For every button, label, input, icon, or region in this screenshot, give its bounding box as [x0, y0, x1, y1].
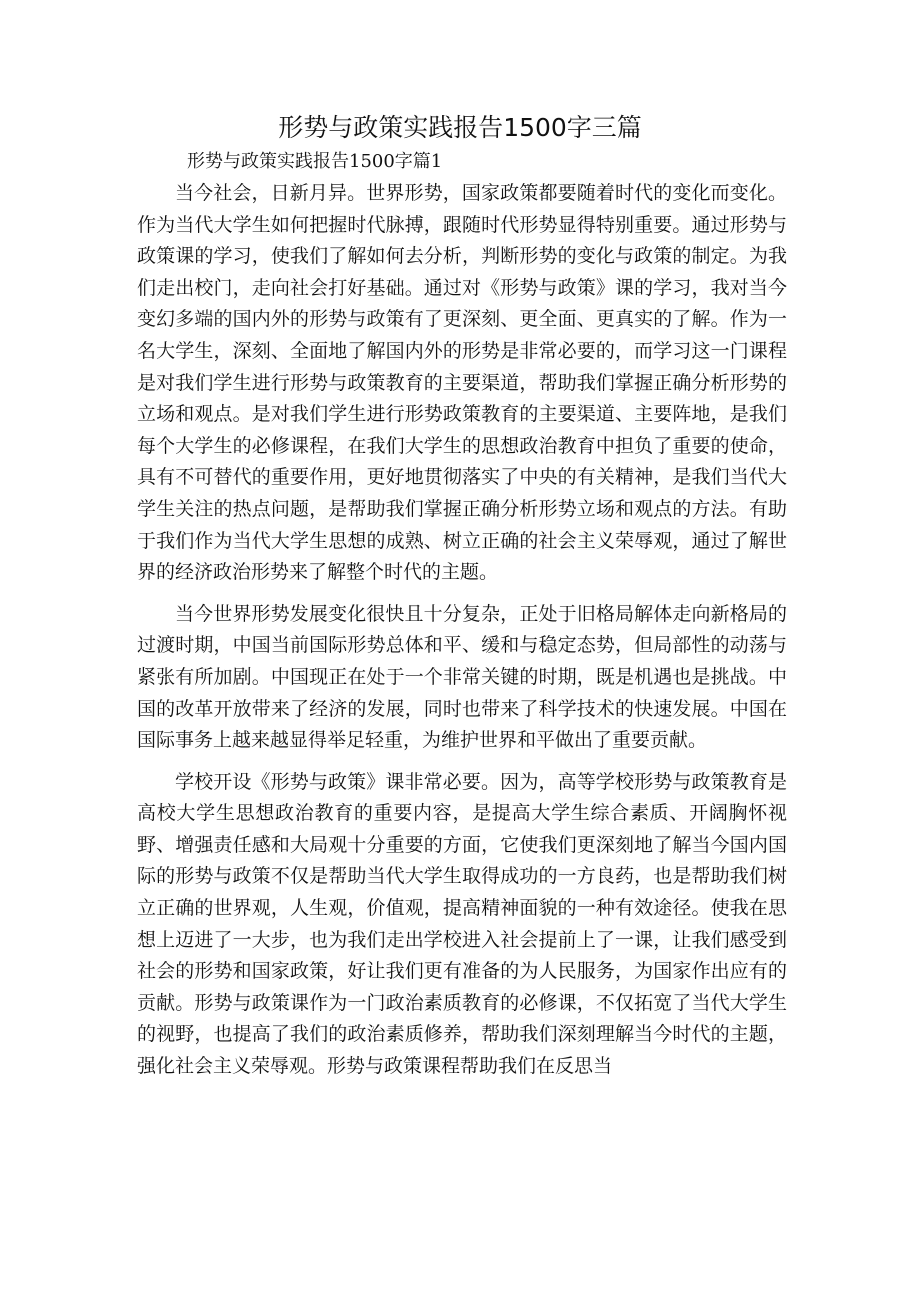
document-body	[137, 178, 787, 1083]
body-paragraph-2: 当今世界形势发展变化很快且十分复杂，正处于旧格局解体走向新格局的过渡时期，中国当前国际形势总体和平、缓和与稳定态势，但局部性的动荡与紧张有所加剧。中国现正在处于一个非常关键的时期，既是机遇也是挑战。中国的改革开放带来了经济的发展，同时也带来了科学技术的快速发展。中国在国际事务上越来越显得举足轻重，为维护世界和平做出了重要贡献。	[137, 602, 787, 752]
body-paragraph-3: 学校开设《形势与政策》课非常必要。因为，高等学校形势与政策教育是高校大学生思想政治教育的重要内容，是提高大学生综合素质、开阔胸怀视野、增强责任感和大局观十分重要的方面，它使我们更深刻地了解当今国内国际的形势与政策不仅是帮助当代大学生取得成功的一方良药，也是帮助我们树立正确的世界观，人生观，价值观，提高精神面貌的一种有效途径。使我在思想上迈进了一大步，也为我们走出学校进入社会提前上了一课，让我们感受到社会的形势和国家政策，好让我们更有准备的为人民服务，为国家作出应有的贡献。形势与政策课作为一门政治素质教育的必修课，不仅拓宽了当代大学生的视野，也提高了我们的政治素质修养，帮助我们深刻理解当今时代的主题，强化社会主义荣辱观。形势与政策课程帮助我们在反思当	[137, 770, 787, 1078]
body-paragraph-1: 当今社会，日新月异。世界形势，国家政策都要随着时代的变化而变化。作为当代大学生如何把握时代脉搏，跟随时代形势显得特别重要。通过形势与政策课的学习，使我们了解如何去分析，判断形势的变化与政策的制定。为我们走出校门，走向社会打好基础。通过对《形势与政策》课的学习，我对当今变幻多端的国内外的形势与政策有了更深刻、更全面、更真实的了解。作为一名大学生，深刻、全面地了解国内外的形势是非常必要的，而学习这一门课程是对我们学生进行形势与政策教育的主要渠道，帮助我们掌握正确分析形势的立场和观点。是对我们学生进行形势政策教育的主要渠道、主要阵地，是我们每个大学生的必修课程，在我们大学生的思想政治教育中担负了重要的使命，具有不可替代的重要作用，更好地贯彻落实了中央的有关精神，是我们当代大学生关注的热点问题，是帮助我们掌握正确分析形势立场和观点的方法。有助于我们作为当代大学生思想的成熟、树立正确的社会主义荣辱观，通过了解世界的经济政治形势来了解整个时代的主题。	[137, 182, 787, 584]
document-title: 形势与政策实践报告1500字三篇	[278, 113, 642, 142]
section-heading: 形势与政策实践报告1500字篇1	[187, 151, 443, 172]
